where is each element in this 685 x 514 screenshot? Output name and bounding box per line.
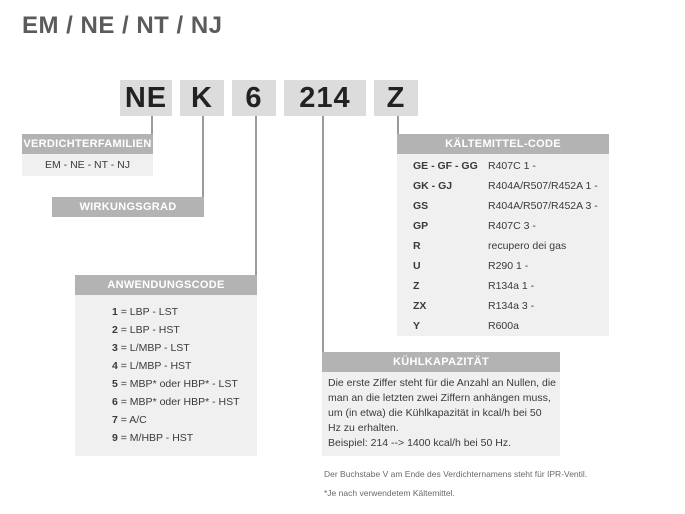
capacity-line: Hz zu erhalten.	[328, 422, 399, 434]
application-header: ANWENDUNGSCODE	[75, 275, 257, 295]
refrigerant-code: U	[413, 260, 421, 272]
footnote-refrigerant: *Je nach verwendetem Kältemittel.	[324, 488, 455, 498]
refrigerant-value: R407C 1 -	[488, 160, 536, 172]
connector-capacity	[322, 116, 324, 352]
refrigerant-value: R600a	[488, 320, 519, 332]
family-header: VERDICHTERFAMILIEN	[22, 134, 153, 154]
application-item: 7 = A/C	[112, 414, 147, 426]
footnote-ipr: Der Buchstabe V am Ende des Verdichternamens steht für IPR-Ventil.	[324, 469, 588, 479]
refrigerant-value: R134a 1 -	[488, 280, 535, 292]
application-item: 4 = L/MBP - HST	[112, 360, 192, 372]
application-item: 5 = MBP* oder HBP* - LST	[112, 378, 238, 390]
refrigerant-value: R134a 3 -	[488, 300, 535, 312]
refrigerant-header: KÄLTEMITTEL-CODE	[397, 134, 609, 154]
code-box-family: NE	[120, 80, 172, 116]
capacity-panel	[322, 372, 560, 456]
refrigerant-code: GS	[413, 200, 429, 212]
capacity-line: um (in etwa) die Kühlkapazität in kcal/h bei 50	[328, 407, 542, 419]
refrigerant-code: Z	[413, 280, 420, 292]
application-item: 1 = LBP - LST	[112, 306, 179, 318]
refrigerant-panel	[397, 154, 609, 336]
refrigerant-value: recupero dei gas	[488, 240, 567, 252]
application-item: 2 = LBP - HST	[112, 324, 180, 336]
capacity-line: Beispiel: 214 --> 1400 kcal/h bei 50 Hz.	[328, 437, 511, 449]
application-item: 3 = L/MBP - LST	[112, 342, 190, 354]
family-panel	[22, 154, 153, 176]
code-box-capacity: 214	[284, 80, 366, 116]
capacity-line: man an die letzten zwei Ziffern anhängen muss,	[328, 392, 551, 404]
code-box-refrigerant: Z	[374, 80, 418, 116]
capacity-line: Die erste Ziffer steht für die Anzahl an Nullen, die	[328, 377, 557, 389]
refrigerant-value: R404A/R507/R452A 3 -	[488, 200, 598, 212]
refrigerant-code: GK - GJ	[413, 180, 453, 192]
connector-refrigerant	[397, 116, 399, 134]
refrigerant-value: R290 1 -	[488, 260, 529, 272]
refrigerant-code: R	[413, 240, 421, 252]
connector-efficiency	[202, 116, 204, 197]
capacity-header: KÜHLKAPAZITÄT	[322, 352, 560, 372]
code-box-application: 6	[232, 80, 276, 116]
refrigerant-value: R407C 3 -	[488, 220, 536, 232]
refrigerant-code: ZX	[413, 300, 427, 312]
refrigerant-value: R404A/R507/R452A 1 -	[488, 180, 598, 192]
connector-application	[255, 116, 257, 275]
application-panel	[75, 295, 257, 456]
code-box-efficiency: K	[180, 80, 224, 116]
family-text: EM - NE - NT - NJ	[45, 159, 130, 171]
page-title: EM / NE / NT / NJ	[22, 12, 223, 39]
connector-family	[151, 116, 153, 134]
refrigerant-code: GP	[413, 220, 429, 232]
efficiency-header: WIRKUNGSGRAD	[52, 197, 204, 217]
refrigerant-code: GE - GF - GG	[413, 160, 478, 172]
application-item: 9 = M/HBP - HST	[112, 432, 194, 444]
refrigerant-code: Y	[413, 320, 421, 332]
application-item: 6 = MBP* oder HBP* - HST	[112, 396, 240, 408]
